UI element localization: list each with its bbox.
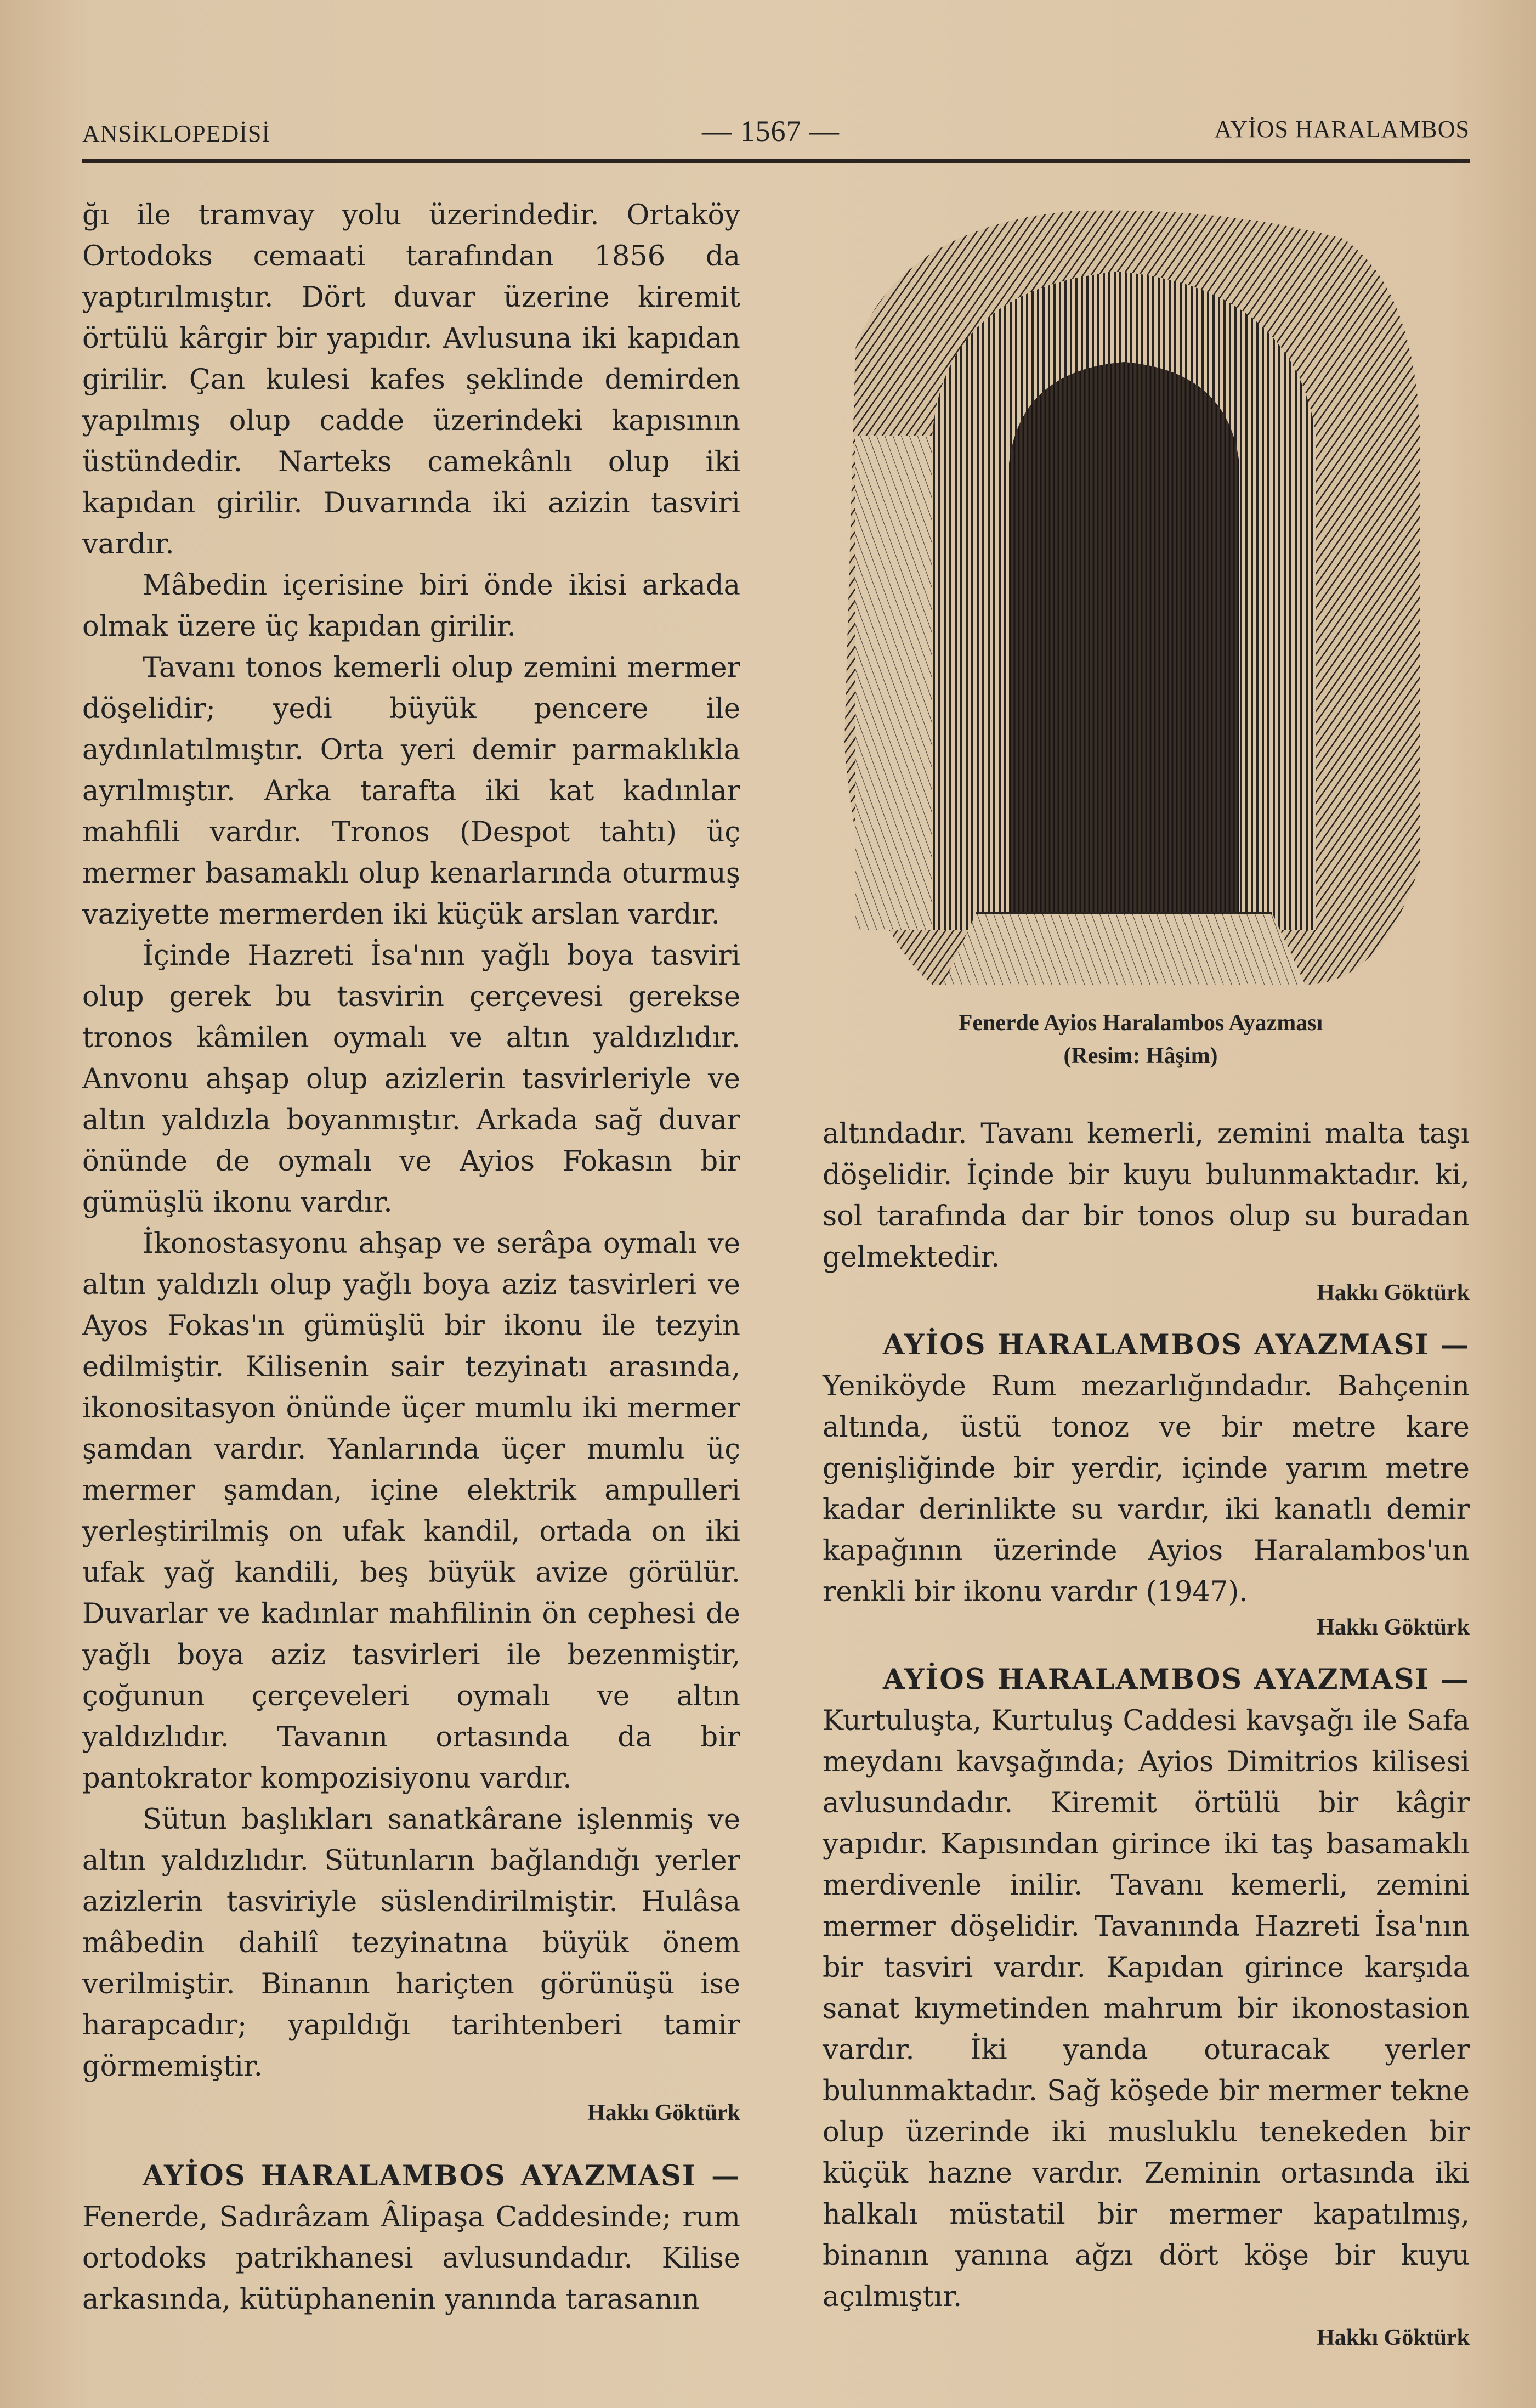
paragraph: Sütun başlıkları sanatkârane işlenmiş ve altın yaldızlıdır. Sütunların bağlandığı yerler azizlerin tasviriyle süslendirilmiştir. Hulâsa mâbedin dahilî tezyinatına büyük önem verilmiştir. Binanın hariçten görünüşü ise harapcadır; yapıldığı tarihtenberi tamir görmemiştir. bbox=[82, 1804, 740, 2083]
paragraph: İkonostasyonu ahşap ve serâpa oymalı ve altın yaldızlı olup yağlı boya aziz tasvirleri ve Ayos Fokas'ın gümüşlü bir ikonu ile tezyin edilmiştir. Kilisenin sair tezyinatı arasında, ikonositasyon önünde üçer mumlu iki mermer şamdan vardır. Yanlarında üçer mumlu üç mermer şamdan, içine elektrik ampulleri yerleştirilmiş on ufak kandil, ortada on iki ufak yağ kandili, beş büyük avize görülür. Duvarlar ve kadınlar mahfilinin ön cephesi de yağlı boya aziz tasvirleri ile bezenmiştir, çoğunun çerçeveleri oymalı ve altın yaldızlıdır. Tavanın ortasında da bir pantokrator kompozisiyonu vardır. bbox=[82, 1228, 740, 1795]
paragraph: Tavanı tonos kemerli olup zemini mermer döşelidir; yedi büyük pencere ile aydınlatılmıştır. Orta yeri demir parmaklıkla ayrılmıştır. Arka tarafta iki kat kadınlar mahfili vardır. Tronos (Despot tahtı) üç mermer basamaklı olup kenarlarında oturmuş vaziyette mermerden iki küçük arslan vardır. bbox=[82, 652, 740, 931]
left-column bbox=[82, 195, 740, 2320]
header-left: ANSİKLOPEDİSİ bbox=[82, 120, 270, 147]
running-header bbox=[82, 110, 1470, 148]
entry-headword: AYİOS HARALAMBOS AYAZMASI — bbox=[883, 1663, 1470, 1696]
caption-credit: (Resim: Hâşim) bbox=[1063, 1043, 1218, 1069]
figure-caption bbox=[839, 1007, 1442, 1072]
paragraph: ğı ile tramvay yolu üzerindedir. Ortaköy Ortodoks cemaati tarafından 1856 da yaptırılmıştır. Dört duvar üzerine kiremit örtülü kârgir bir yapıdır. Avlusuna iki kapıdan girilir. Çan kulesi kafes şeklinde demirden yapılmış olup cadde üzerindeki kapısının üstündedir. Narteks camekânlı olup iki kapıdan girilir. Duvarında iki azizin tasviri vardır. bbox=[82, 199, 740, 561]
entry-text: Yeniköyde Rum mezarlığındadır. Bahçenin altında, üstü tonoz ve bir metre kare genişliğinde bir yerdir, içinde yarım metre kadar derinlikte su vardır, iki kanatlı demir kapağının üzerinde Ayios Haralambos'un renkli bir ikonu vardır (1947). bbox=[823, 1370, 1470, 1608]
ayazma-engraving-image bbox=[834, 206, 1431, 996]
entry-text: Kurtuluşta, Kurtuluş Caddesi kavşağı ile Safa meydanı kavşağında; Ayios Dimitrios kilisesi avlusundadır. Kiremit örtülü bir kâgir yapıdır. Kapısından girince iki taş basamaklı merdivenle inilir. Tavanı kemerli, zemini mermer döşelidir. Tavanında Hazreti İsa'nın bir tasviri vardır. Kapıdan girince karşıda sanat kıymetinden mahrum bir ikonostasion vardır. İki yanda oturacak yerler bulunmaktadır. Sağ köşede bir mermer tekne olup üzerinde iki musluklu tenekeden bir küçük hazne vardır. Zeminin ortasında iki halkalı müstatil bir mermer kapatılmış, binanın yanına ağzı dört köşe bir kuyu açılmıştır. bbox=[823, 1705, 1470, 2313]
paragraph: İçinde Hazreti İsa'nın yağlı boya tasviri olup gerek bu tasvirin çerçevesi gerekse tronos kâmilen oymalı ve altın yaldızlıdır. Anvonu ahşap olup azizlerin tasvirleriyle ve altın yaldızla boyanmıştır. Arkada sağ duvar önünde de oymalı ve Ayios Fokasın bir gümüşlü ikonu vardır. bbox=[82, 940, 740, 1219]
author-signature: Hakkı Göktürk bbox=[1317, 1280, 1470, 1305]
entry-headword: AYİOS HARALAMBOS AYAZMASI — bbox=[143, 2160, 740, 2192]
caption-title: Fenerde Ayios Haralambos Ayazması bbox=[958, 1010, 1323, 1036]
header-right: AYİOS HARALAMBOS bbox=[1214, 116, 1470, 143]
entry-text: Fenerde, Sadırâzam Âlipaşa Caddesinde; rum ortodoks patrikhanesi avlusundadır. Kilise arkasında, kütüphanenin yanında tarasanın bbox=[82, 2201, 740, 2316]
author-signature: Hakkı Göktürk bbox=[587, 2100, 740, 2126]
header-rule bbox=[82, 159, 1470, 163]
page-number: — 1567 — bbox=[702, 115, 840, 148]
right-column bbox=[823, 1113, 1470, 2359]
paragraph: Mâbedin içerisine biri önde ikisi arkada olmak üzere üç kapıdan girilir. bbox=[82, 569, 740, 643]
paragraph: altındadır. Tavanı kemerli, zemini malta taşı döşelidir. İçinde bir kuyu bulunmaktadır. ki, sol tarafında dar bir tonos olup su buradan gelmektedir. bbox=[823, 1118, 1470, 1274]
author-signature: Hakkı Göktürk bbox=[1317, 1615, 1470, 1640]
author-signature: Hakkı Göktürk bbox=[1317, 2325, 1470, 2350]
entry-headword: AYİOS HARALAMBOS AYAZMASI — bbox=[883, 1329, 1470, 1361]
